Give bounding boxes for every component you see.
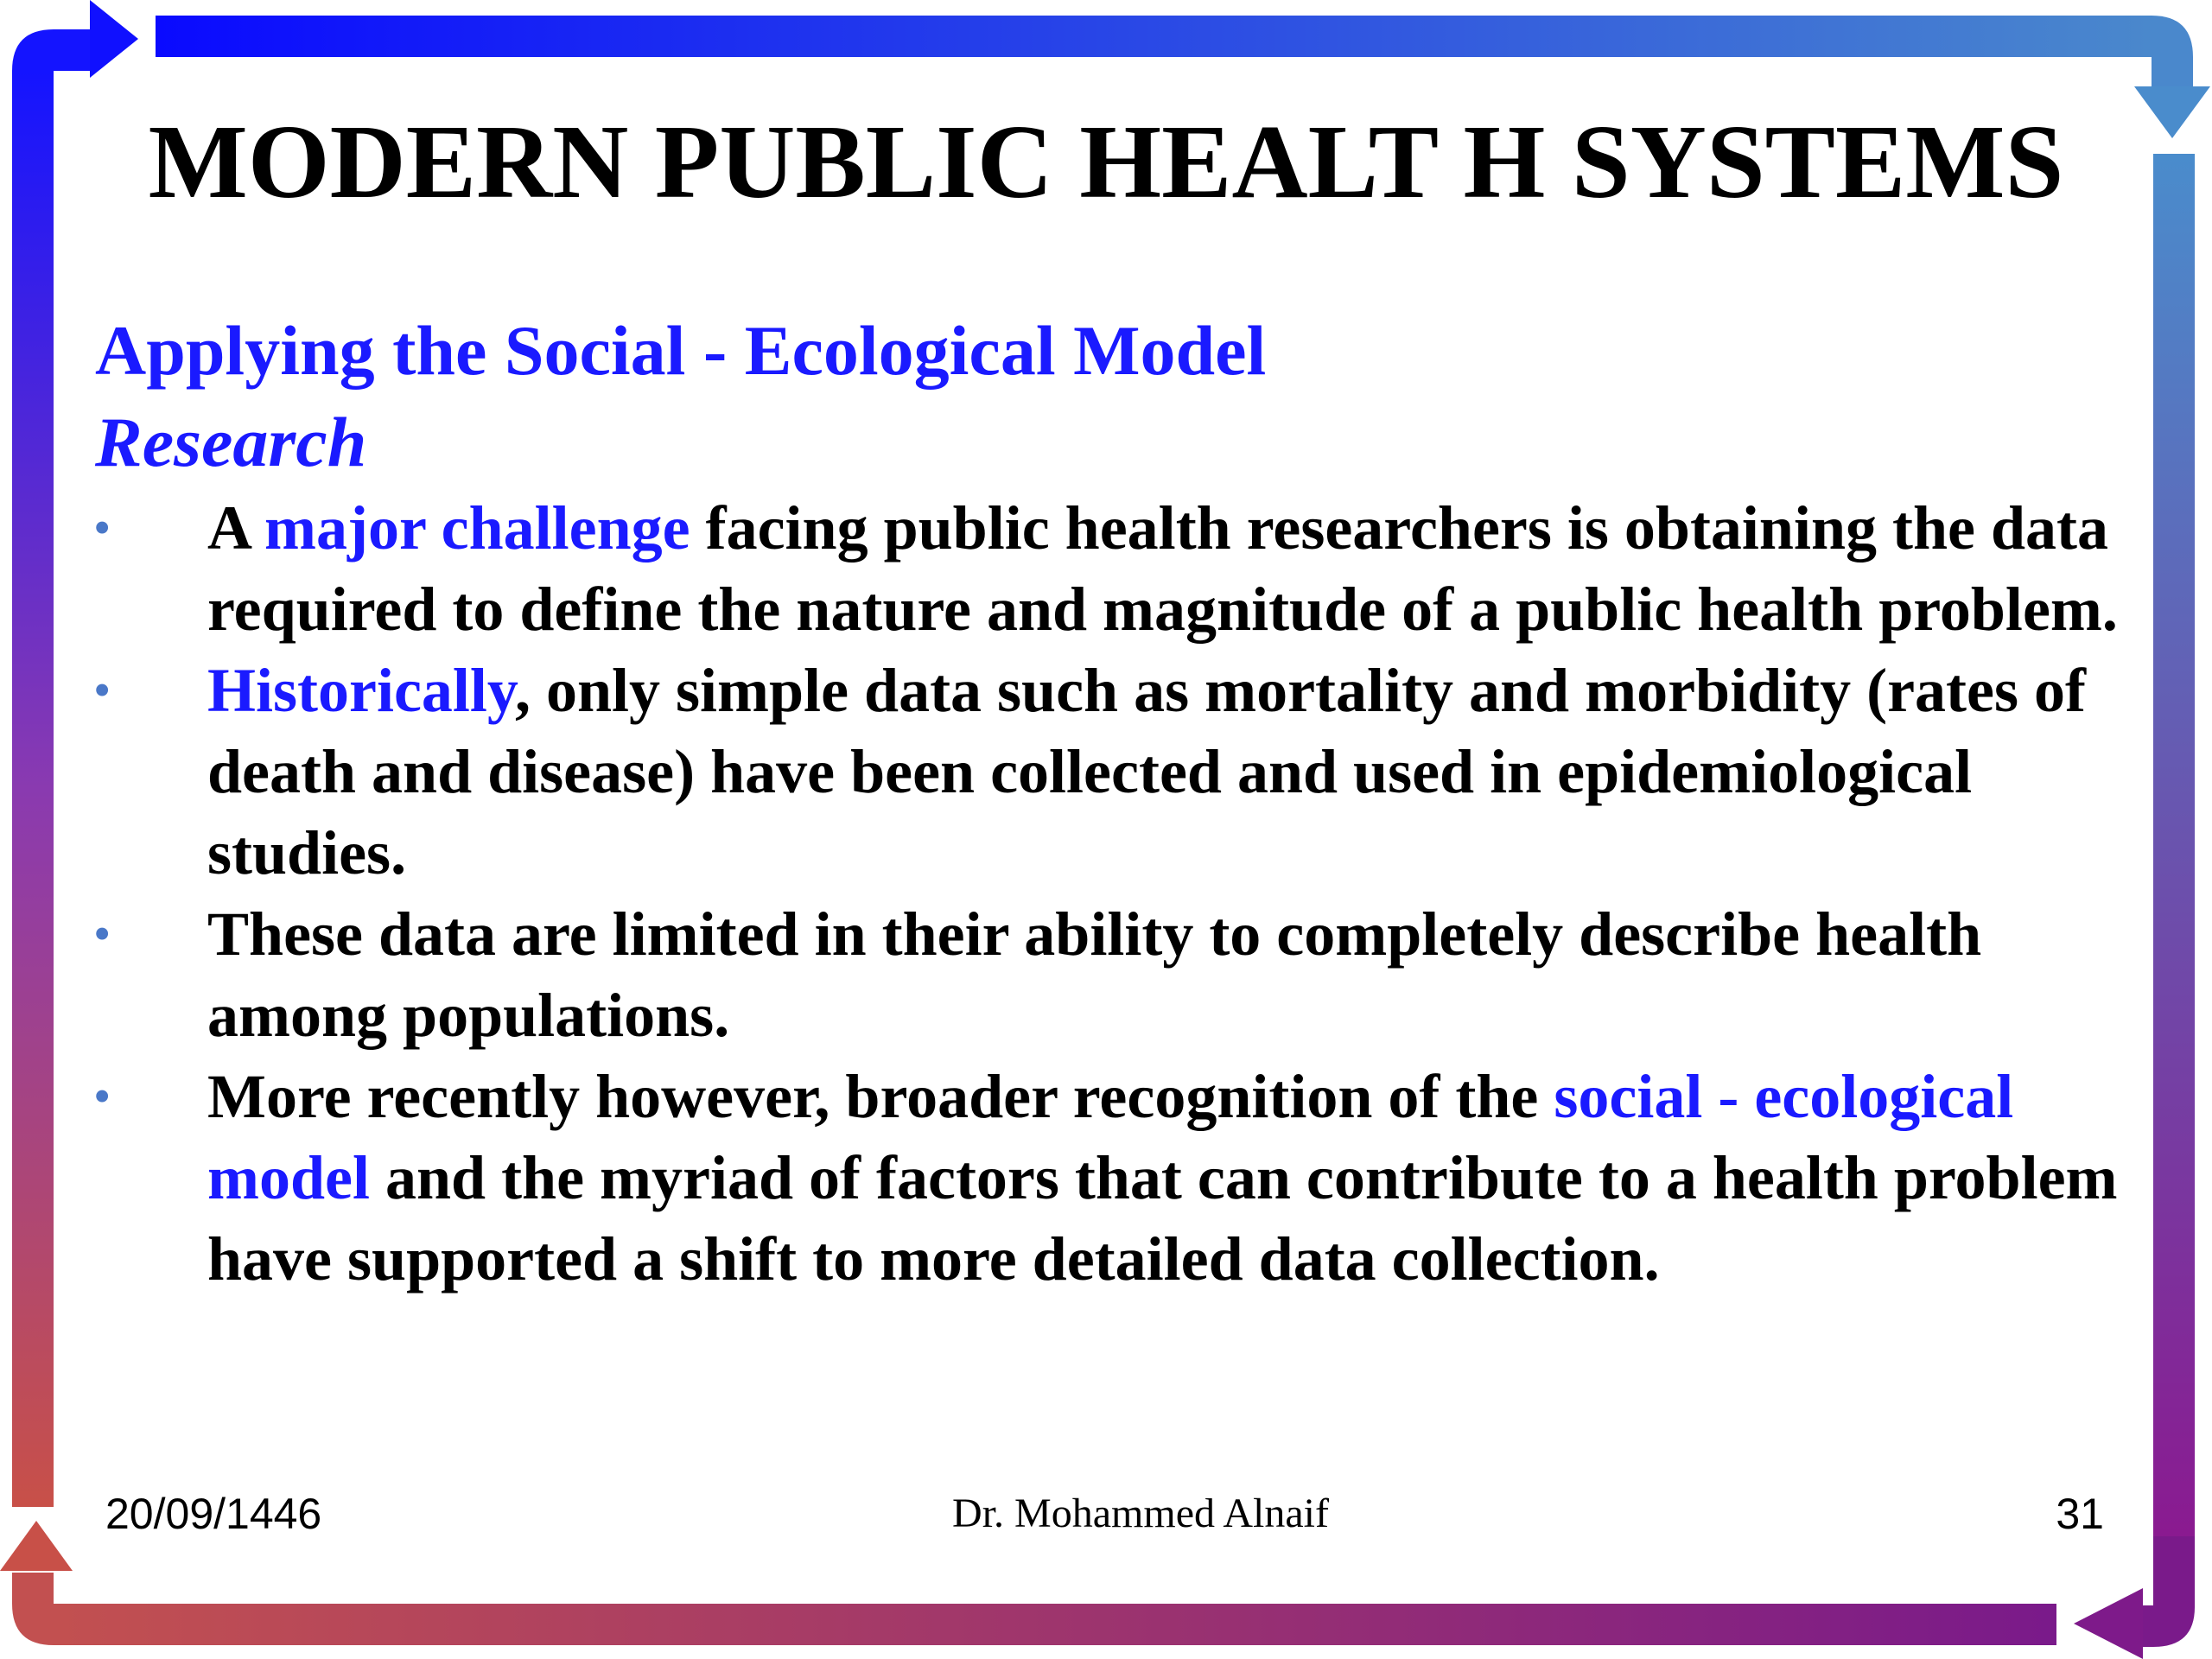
- footer-page-number: 31: [2056, 1490, 2104, 1538]
- bullet-marker: •: [93, 499, 111, 556]
- bullet-item: [0, 1056, 2134, 1300]
- frame-top-bar: [156, 16, 2152, 57]
- bullet-text: A: [207, 493, 265, 563]
- bullet-text: and the myriad of factors that can contribute to a health problem have supported a shift to more detailed data collection.: [207, 1143, 2118, 1294]
- frame-arrow-left-icon: [2074, 1588, 2143, 1659]
- bullet-marker: •: [93, 1068, 111, 1124]
- bullet-item: [0, 487, 2134, 650]
- frame-right-bar: [2153, 154, 2195, 1536]
- frame-bottom-bar: [54, 1604, 2056, 1645]
- section-heading: Research: [95, 403, 367, 481]
- frame-bottom-right-corner: [2143, 1536, 2195, 1647]
- bullet-highlight-text: Historically: [207, 656, 515, 725]
- footer-date: 20/09/1446: [105, 1490, 322, 1538]
- frame-top-right-corner: [2152, 16, 2193, 86]
- bullet-text: More recently however, broader recognition of the: [207, 1062, 1554, 1131]
- bullet-marker: •: [93, 906, 111, 962]
- frame-bottom-left-corner: [12, 1573, 54, 1645]
- bullet-highlight-text: major challenge: [264, 493, 690, 563]
- frame-arrow-right-icon: [90, 0, 138, 78]
- slide-subtitle: Applying the Social - Ecological Model: [95, 311, 1267, 390]
- bullet-item: [0, 650, 2134, 893]
- footer-author: Dr. Mohammed Alnaif: [952, 1491, 1329, 1536]
- bullet-marker: •: [93, 662, 111, 718]
- bullet-text: , only simple data such as mortality and morbidity (rates of death and disease) have been collected and used in epidemiological studies.: [207, 656, 2086, 887]
- slide-title: MODERN PUBLIC HEALT H SYSTEMS: [148, 104, 2064, 220]
- bullet-item: [0, 893, 2134, 1056]
- bullet-text: These data are limited in their ability to completely describe health among populations.: [207, 899, 1982, 1050]
- bullet-list: [0, 487, 2134, 1300]
- bullet-text: facing public health researchers is obtaining the data required to define the nature and magnitude of a public health problem.: [207, 493, 2118, 644]
- frame-top-left-corner: [12, 29, 90, 71]
- bullet-highlight-text: social - ecological model: [207, 1062, 2014, 1212]
